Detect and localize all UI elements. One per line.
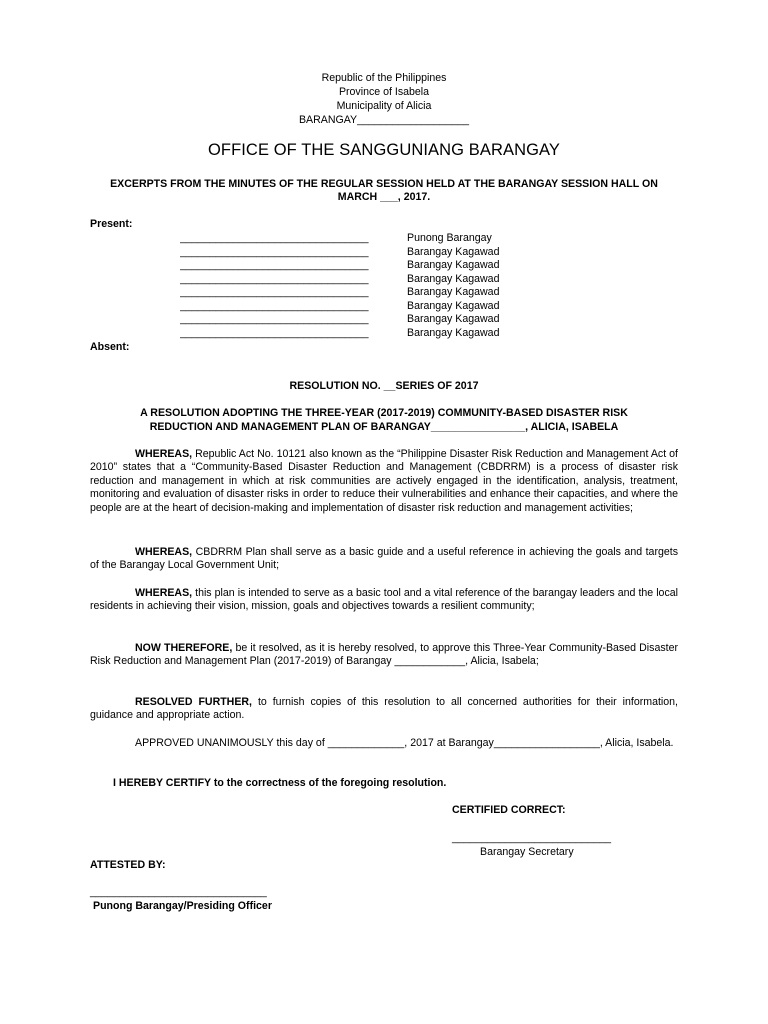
attendance-row (180, 259, 600, 272)
header-municipality: Municipality of Alicia (336, 100, 432, 112)
member-role: Barangay Kagawad (407, 286, 500, 298)
excerpt-line-1: EXCERPTS FROM THE MINUTES OF THE REGULAR SESSION HELD AT THE BARANGAY SESSION HALL ON (110, 178, 658, 190)
member-role: Barangay Kagawad (407, 327, 500, 339)
paragraph-text: this plan is intended to serve as a basic tool and a vital reference of the barangay leaders and the local residents in achieving their vision, mission, goals and objectives towards a resilient community; (90, 587, 678, 613)
signature-line: ________________________________ (180, 259, 369, 271)
now-therefore-keyword: NOW THEREFORE, (135, 642, 233, 654)
whereas-paragraph-1 (90, 448, 678, 515)
signature-line: ________________________________ (180, 273, 369, 285)
resolution-title-line-1: A RESOLUTION ADOPTING THE THREE-YEAR (2017-2019) COMMUNITY-BASED DISASTER RISK (140, 407, 628, 419)
resolved-further-paragraph (90, 696, 678, 723)
member-role: Barangay Kagawad (407, 313, 500, 325)
attendance-row (180, 273, 600, 286)
approved-paragraph (90, 737, 678, 750)
signature-line: ________________________________ (180, 313, 369, 325)
member-role: Punong Barangay (407, 232, 492, 244)
whereas-keyword: WHEREAS, (135, 448, 193, 460)
resolution-number: RESOLUTION NO. __SERIES OF 2017 (289, 380, 479, 392)
excerpt-line-2: MARCH ___, 2017. (337, 191, 431, 203)
member-role: Barangay Kagawad (407, 300, 500, 312)
paragraph-text: Republic Act No. 10121 also known as the “Philippine Disaster Risk Reduction and Management Act of 2010” states that a “Community-Based Disaster Reduction and Management (CBDRRM) is a process of disaster risk reduction and management in which at risk communities are actively engaged in the identification, analysis, treatment, monitoring and evaluation of disaster risks in order to reduce their vulnerabilities and enhance their capacities, and where the people are at the heart of decision-making and implementation of disaster risk reduction and management activities; (90, 448, 678, 514)
officer-signature-line: ______________________________ (90, 886, 267, 898)
paragraph-text: to furnish copies of this resolution to all concerned authorities for their information, guidance and appropriate action. (90, 696, 678, 722)
attendance-row (180, 313, 600, 326)
header-republic: Republic of the Philippines (321, 72, 447, 84)
header-barangay: BARANGAY___________________ (298, 114, 470, 126)
resolved-further-keyword: RESOLVED FURTHER, (135, 696, 252, 708)
member-role: Barangay Kagawad (407, 259, 500, 271)
absent-label: Absent: (90, 341, 130, 353)
attendance-row (180, 246, 600, 259)
attendance-row (180, 232, 600, 245)
whereas-keyword: WHEREAS, (135, 546, 193, 558)
whereas-paragraph-3 (90, 587, 678, 614)
attendance-row (180, 300, 600, 313)
office-title: OFFICE OF THE SANGGUNIANG BARANGAY (207, 141, 561, 159)
paragraph-text: CBDRRM Plan shall serve as a basic guide and a useful reference in achieving the goals and targets of the Barangay Local Government Unit; (90, 546, 678, 572)
signature-line: ________________________________ (180, 300, 369, 312)
attendance-row (180, 286, 600, 299)
signature-line: ________________________________ (180, 246, 369, 258)
paragraph-text: be it resolved, as it is hereby resolved, to approve this Three-Year Community-Based Disaster Risk Reduction and Management Plan (2017-2019) of Barangay ____________, Alicia, Isabela; (90, 642, 679, 668)
member-role: Barangay Kagawad (407, 273, 500, 285)
officer-role: Punong Barangay/Presiding Officer (93, 900, 272, 912)
member-role: Barangay Kagawad (407, 246, 500, 258)
present-label: Present: (90, 218, 133, 230)
secretary-role: Barangay Secretary (480, 846, 574, 858)
whereas-keyword: WHEREAS, (135, 587, 193, 599)
now-therefore-paragraph (90, 642, 678, 669)
signature-line: ________________________________ (180, 232, 369, 244)
whereas-paragraph-2 (90, 546, 678, 573)
paragraph-text: APPROVED UNANIMOUSLY this day of _____________, 2017 at Barangay__________________, Alicia, Isabela. (135, 737, 674, 749)
signature-line: ________________________________ (180, 327, 369, 339)
secretary-signature-line: ___________________________ (452, 832, 612, 844)
certify-statement: I HEREBY CERTIFY to the correctness of the foregoing resolution. (113, 777, 447, 789)
header-province: Province of Isabela (338, 86, 430, 98)
signature-line: ________________________________ (180, 286, 369, 298)
attendance-row (180, 327, 600, 340)
resolution-title-line-2: REDUCTION AND MANAGEMENT PLAN OF BARANGAY________________, ALICIA, ISABELA (149, 421, 619, 433)
certified-correct-label: CERTIFIED CORRECT: (452, 804, 566, 816)
attested-by-label: ATTESTED BY: (90, 859, 166, 871)
